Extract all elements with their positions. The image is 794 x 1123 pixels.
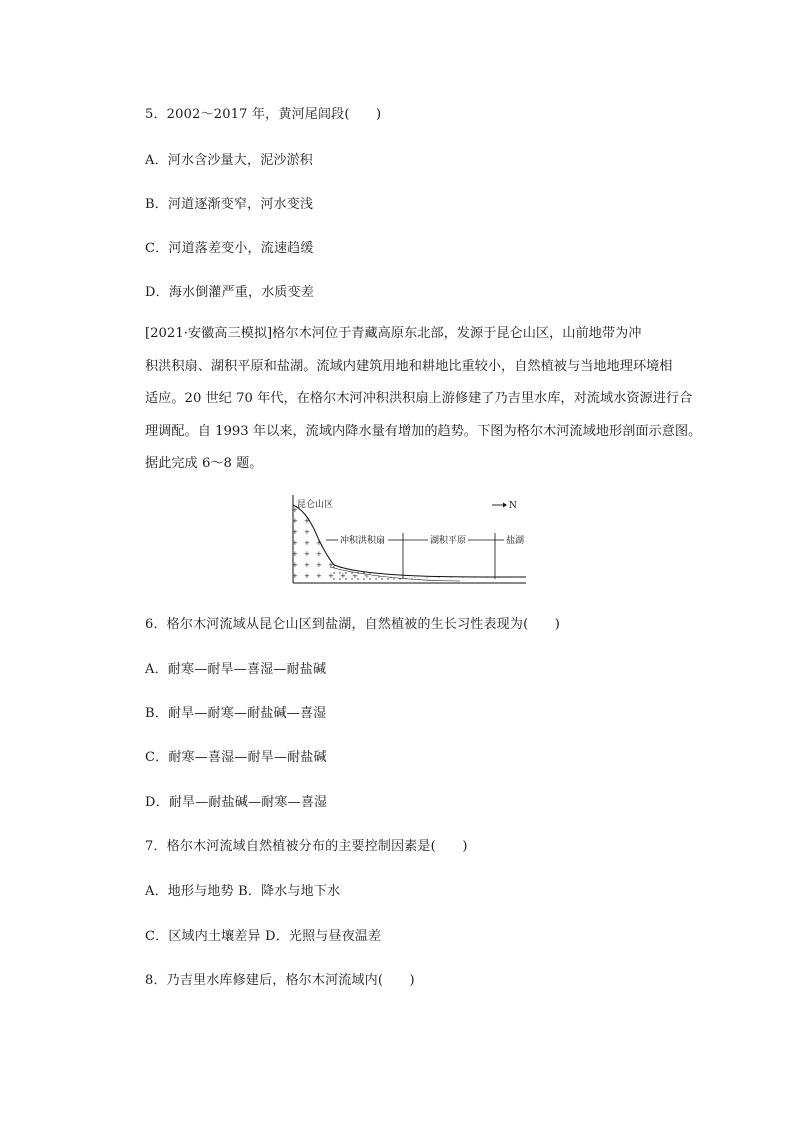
passage-line: [2021·安徽高三模拟]格尔木河位于青藏高原东北部，发源于昆仑山区，山前地带为冲 bbox=[145, 326, 642, 341]
q6-option-a: A．耐寒—耐旱—喜湿—耐盐碱 bbox=[145, 662, 327, 677]
q7-stem: 7．格尔木河流域自然植被分布的主要控制因素是( ) bbox=[145, 839, 468, 854]
label-salt-lake: 盐湖 bbox=[506, 536, 525, 546]
q5-option-a: A．河水含沙量大，泥沙淤积 bbox=[145, 153, 313, 168]
passage-line: 据此完成 6～8 题。 bbox=[145, 456, 263, 471]
north-arrowhead-icon bbox=[503, 503, 507, 508]
q5-stem: 5．2002～2017 年，黄河尾闾段( ) bbox=[145, 107, 382, 122]
q7-options-ab: A．地形与地势 B．降水与地下水 bbox=[145, 884, 341, 899]
q5-option-c: C．河道落差变小，流速趋缓 bbox=[145, 241, 314, 256]
q7-options-cd: C．区域内土壤差异 D．光照与昼夜温差 bbox=[145, 929, 382, 944]
q6-option-c: C．耐寒—喜湿—耐旱—耐盐碱 bbox=[145, 750, 327, 765]
mountain-body bbox=[293, 505, 526, 583]
q8-stem: 8．乃吉里水库修建后，格尔木河流域内( ) bbox=[145, 973, 415, 988]
passage bbox=[145, 318, 705, 481]
passage-line: 适应。20 世纪 70 年代，在格尔木河冲积洪积扇上游修建了乃吉里水库，对流域水资源进行合 bbox=[145, 391, 693, 406]
q5-option-b: B．河道逐渐变窄，河水变浅 bbox=[145, 197, 314, 212]
q6-option-b: B．耐旱—耐寒—耐盐碱—喜湿 bbox=[145, 706, 327, 721]
label-lake-plain: 湖积平原 bbox=[430, 536, 467, 546]
terrain-profile-svg bbox=[290, 493, 530, 588]
label-mountain: 昆仑山区 bbox=[297, 500, 334, 510]
passage-line: 理调配。自 1993 年以来，流域内降水量有增加的趋势。下图为格尔木河流域地形剖面示意图。 bbox=[145, 423, 702, 439]
q6-option-d: D．耐旱—耐盐碱—耐寒—喜湿 bbox=[145, 795, 328, 810]
q6-stem: 6．格尔木河流域从昆仑山区到盐湖，自然植被的生长习性表现为( ) bbox=[145, 617, 561, 632]
terrain-profile-figure bbox=[290, 493, 530, 588]
label-north: N bbox=[509, 501, 517, 511]
passage-line: 积洪积扇、湖积平原和盐湖。流域内建筑用地和耕地比重较小，自然植被与当地地理环境相 bbox=[145, 358, 673, 374]
label-alluvial-fan: 冲积洪积扇 bbox=[340, 536, 386, 546]
q5-option-d: D．海水倒灌严重，水质变差 bbox=[145, 285, 315, 300]
